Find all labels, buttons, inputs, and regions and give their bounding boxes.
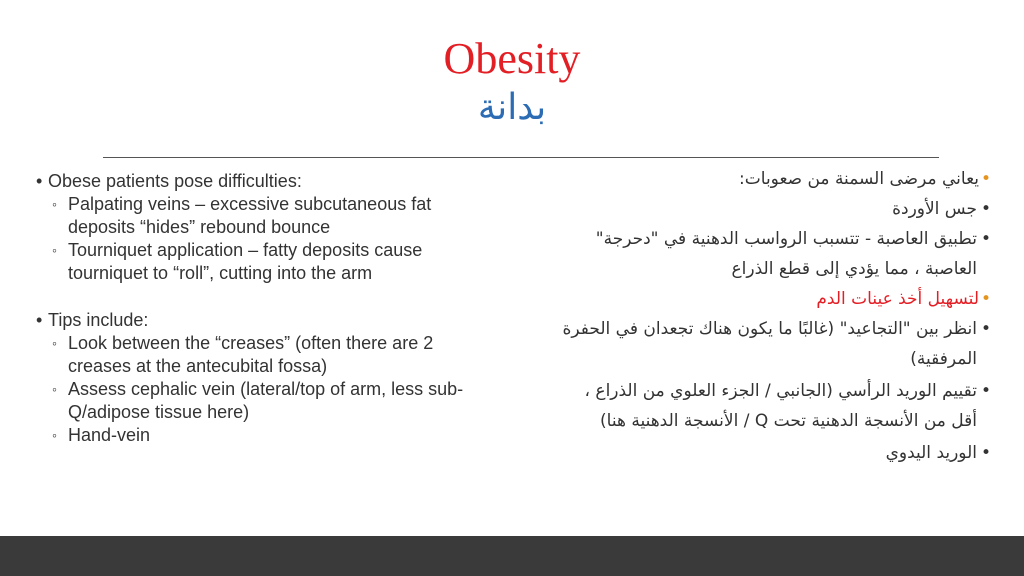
bullet-icon: • [980, 229, 991, 249]
english-content [34, 170, 484, 447]
bullet-icon: • [980, 443, 991, 463]
english-item [34, 239, 484, 285]
slide-subtitle-arabic: بدانة [477, 87, 547, 128]
english-list-difficulties [34, 170, 484, 285]
bullet-icon: • [980, 381, 991, 401]
arabic-item [555, 376, 991, 436]
english-item-text: Hand-vein [68, 425, 151, 445]
english-list-tips [34, 309, 484, 447]
sub-bullet-icon: ◦ [52, 335, 57, 351]
arabic-heading-tips [555, 284, 991, 314]
english-item [34, 332, 484, 378]
english-item-text: Tourniquet application – fatty deposits cause tourniquet to “roll”, cutting into the arm [68, 240, 423, 283]
english-item-text: Palpating veins – excessive subcutaneous fat deposits “hides” rebound bounce [68, 194, 432, 237]
english-item-text: Assess cephalic vein (lateral/top of arm, less sub-Q/adipose tissue here) [68, 379, 464, 422]
arabic-item [555, 194, 991, 224]
english-heading-text: Obese patients pose difficulties: [48, 171, 302, 191]
arabic-item-text: تطبيق العاصبة - تتسبب الرواسب الدهنية في "دحرجة" العاصبة ، مما يؤدي إلى قطع الذراع [595, 229, 977, 279]
slide-title: Obesity [443, 34, 581, 83]
english-heading-difficulties [34, 170, 484, 193]
sub-bullet-icon: ◦ [52, 196, 57, 212]
sub-bullet-icon: ◦ [52, 242, 57, 258]
arabic-heading-difficulties [555, 164, 991, 194]
bullet-icon: • [980, 319, 991, 339]
arabic-heading-text: لتسهيل أخذ عينات الدم [816, 289, 979, 309]
arabic-item-text: الوريد اليدوي [885, 443, 977, 463]
arabic-content [555, 164, 991, 468]
arabic-heading-text: يعاني مرضى السمنة من صعوبات: [739, 169, 979, 189]
arabic-item-text: جس الأوردة [892, 199, 977, 219]
footer-bar [0, 536, 1024, 576]
bullet-icon: • [36, 310, 43, 330]
arabic-item [555, 224, 991, 284]
title-divider [103, 157, 939, 158]
sub-bullet-icon: ◦ [52, 381, 57, 397]
english-item [34, 424, 484, 447]
sub-bullet-icon: ◦ [52, 427, 57, 443]
english-item [34, 378, 484, 424]
arabic-item [555, 438, 991, 468]
arabic-item-text: تقييم الوريد الرأسي (الجانبي / الجزء العلوي من الذراع ، أقل من الأنسجة الدهنية تحت Q / الأنسجة الدهنية هنا) [584, 381, 977, 431]
bullet-icon: • [980, 199, 991, 219]
english-heading-text: Tips include: [48, 310, 149, 330]
section-spacer [34, 285, 484, 309]
english-heading-tips [34, 309, 484, 332]
arabic-item-text: انظر بين "التجاعيد" (غالبًا ما يكون هناك تجعدان في الحفرة المرفقية) [562, 319, 977, 369]
bullet-icon: • [980, 169, 991, 189]
english-item [34, 193, 484, 239]
english-item-text: Look between the “creases” (often there are 2 creases at the antecubital fossa) [68, 333, 434, 376]
bullet-icon: • [980, 289, 991, 309]
bullet-icon: • [36, 171, 43, 191]
arabic-item [555, 314, 991, 374]
